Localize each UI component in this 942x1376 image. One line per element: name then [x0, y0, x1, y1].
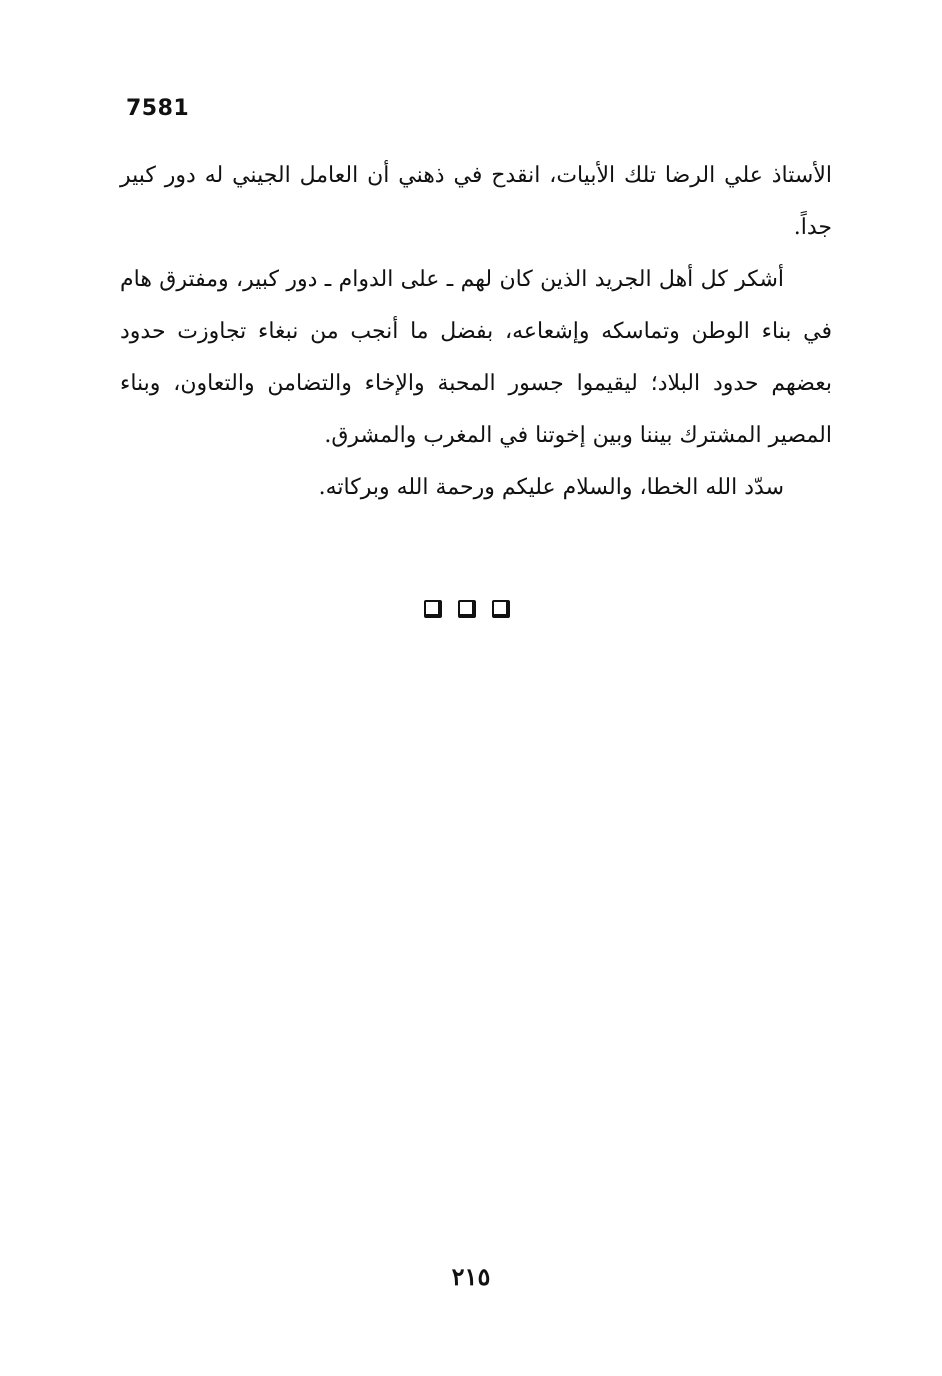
page-number: ٢١٥	[451, 1262, 491, 1291]
paragraph-closing: سدّد الله الخطا، والسلام عليكم ورحمة الله وبركاته.	[318, 475, 784, 500]
body-text	[120, 150, 832, 514]
paragraph-continuation: الأستاذ علي الرضا تلك الأبيات، انقدح في ذهني أن العامل الجيني له دور كبير جداً.	[120, 163, 832, 240]
ornament-square-icon	[424, 600, 442, 618]
ornament-square-icon	[458, 600, 476, 618]
paragraph-thanks: أشكر كل أهل الجريد الذين كان لهم ـ على الدوام ـ دور كبير، ومفترق هام في بناء الوطن وتماسكه وإشعاعه، بفضل ما أنجب من نبغاء تجاوزت حدود بعضهم حدود البلاد؛ ليقيموا جسور المحبة والإخاء والتضامن والتعاون، وبناء المصير المشترك بيننا وبين إخوتنا في المغرب والمشرق.	[120, 267, 832, 448]
document-number: 7581	[126, 96, 190, 121]
ornament-square-icon	[492, 600, 510, 618]
section-divider	[424, 600, 510, 618]
